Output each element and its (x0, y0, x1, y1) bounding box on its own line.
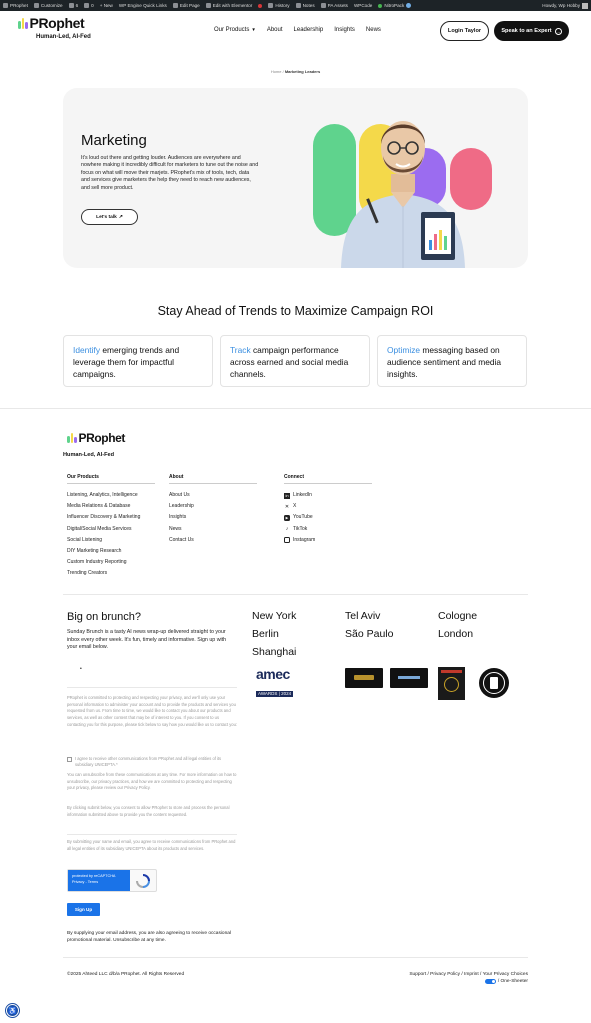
admin-site-link[interactable]: PRophet (3, 3, 28, 8)
divider (67, 834, 237, 835)
social-x[interactable]: ✕ X (284, 503, 297, 510)
login-button[interactable]: Login Taylor (440, 21, 489, 41)
award-emblem (354, 675, 374, 680)
amec-award-badge: amec AWARDS | 2024 (256, 666, 292, 696)
gear-icon (321, 3, 326, 8)
x-icon: ✕ (284, 503, 290, 510)
consent-checkbox[interactable] (67, 757, 72, 762)
arrow-right-icon: → (556, 28, 561, 34)
footer-link[interactable]: News (169, 525, 182, 532)
status-red-icon (258, 4, 262, 8)
award-emblem (398, 676, 420, 679)
admin-new[interactable]: + New (99, 3, 113, 8)
lets-talk-button[interactable]: Let's talk ↗ (81, 209, 138, 225)
logo-bars-icon (18, 18, 28, 29)
wordpress-icon (3, 3, 8, 8)
admin-history[interactable]: History (268, 3, 289, 8)
recaptcha-icon (136, 874, 150, 888)
admin-customize[interactable]: Customize (34, 3, 63, 8)
logo-bars-icon (67, 433, 77, 443)
office-city: São Paulo (345, 628, 394, 640)
office-city: New York (252, 610, 297, 622)
admin-notes[interactable]: Notes (296, 3, 315, 8)
footer-link[interactable]: Leadership (169, 503, 194, 510)
admin-account[interactable]: Howdy, Wp Hobby (542, 0, 588, 11)
nav-insights[interactable]: Insights (334, 27, 355, 33)
footer-link[interactable]: Custom Industry Reporting (67, 559, 127, 566)
comment-icon (84, 3, 89, 8)
office-city: Shanghai (252, 646, 297, 658)
footer-connect-heading: Connect (284, 474, 304, 480)
plus-icon: + (99, 3, 104, 8)
nav-leadership[interactable]: Leadership (293, 27, 324, 33)
footer-link[interactable]: Digital/Social Media Services (67, 525, 132, 532)
footer-link[interactable]: Trending Creators (67, 570, 108, 577)
office-city: Cologne (438, 610, 478, 622)
elementor-icon (206, 3, 211, 8)
speak-to-expert-button[interactable]: Speak to an Expert → (494, 21, 569, 41)
award-emblem (490, 677, 498, 689)
footer-tagline: Human-Led, AI-Fed (63, 452, 115, 458)
office-city: Berlin (252, 628, 279, 640)
promo-notice: By supplying your email address, you are also agreeing to receive occasional promotional material. Unsubscribe at any time. (67, 931, 231, 944)
office-city: Tel Aviv (345, 610, 381, 622)
notes-icon (296, 3, 301, 8)
nav-our-products[interactable]: Our Products ▼ (214, 27, 256, 33)
footer-connect-list (284, 490, 315, 546)
footer-link[interactable]: Influencer Discovery & Marketing (67, 514, 141, 521)
history-icon (268, 3, 273, 8)
accessibility-button[interactable] (6, 1004, 19, 1017)
recaptcha-label: protected by reCAPTCHA Privacy - Terms (68, 870, 130, 891)
admin-elementor[interactable]: Edit with Elementor (206, 3, 253, 8)
nav-about[interactable]: About (266, 27, 283, 33)
submit-consent-notice: By clicking submit below, you consent to allow PRophet to store and process the personal information submitted above to provide you the content requested. (67, 805, 230, 817)
social-linkedin[interactable]: in LinkedIn (285, 492, 312, 498)
footer-logo[interactable] (67, 431, 125, 445)
office-city: London (438, 628, 474, 640)
admin-wpcode[interactable]: WPCode (353, 3, 373, 8)
arrow-up-right-icon: ↗ (118, 214, 123, 220)
logo-wordmark: PRophet (29, 15, 85, 31)
admin-nitropack[interactable]: NitroPack (378, 3, 411, 8)
footer-link[interactable]: Insights (169, 514, 187, 521)
nav-news[interactable]: News (365, 27, 381, 33)
admin-pa-assets[interactable]: PA Assets (321, 3, 348, 8)
feature-card-optimize: Optimize messaging based on audience sentiment and media insights. (377, 335, 527, 387)
award-emblem (441, 670, 462, 673)
footer-link[interactable]: Social Listening (67, 536, 103, 543)
logo-wordmark: PRophet (78, 431, 126, 445)
divider (63, 957, 528, 958)
recaptcha-logo-area (130, 870, 156, 891)
footer-link[interactable]: Listening, Analytics, Intelligence (67, 492, 138, 498)
one-sheeter-link[interactable]: / One-Sheeter (485, 979, 528, 984)
newsletter-title: Big on brunch? (67, 611, 141, 623)
award-badge (438, 667, 465, 700)
footer-link[interactable]: About Us (169, 492, 190, 498)
youtube-icon: ▶ (285, 516, 289, 520)
footer-about-list (169, 490, 194, 546)
footer-about-heading: About (169, 474, 184, 480)
feature-card-track: Track campaign performance across earned and social media channels. (220, 335, 370, 387)
feature-card-identify: Identify emerging trends and leverage them for impactful campaigns. (63, 335, 213, 387)
linkedin-icon: in (285, 492, 289, 498)
accessibility-icon: ♿ (8, 1007, 17, 1015)
hero-card (63, 88, 528, 268)
social-instagram[interactable]: Instagram (284, 535, 315, 546)
recaptcha-widget[interactable] (67, 869, 157, 892)
admin-status-dot[interactable] (258, 4, 262, 8)
footer-link[interactable]: DIY Marketing Research (67, 548, 122, 555)
social-youtube[interactable]: ▶ YouTube (285, 514, 313, 521)
divider (0, 408, 591, 409)
divider (284, 483, 372, 484)
footer-products-list (67, 490, 140, 580)
site-logo[interactable] (18, 15, 84, 31)
consent-label: I agree to receive other communications from PRophet and all legal entities of its subsidiary UNICEPTA.* (75, 756, 222, 768)
privacy-toggle-icon[interactable] (485, 979, 496, 984)
footer-link[interactable]: Contact Us (169, 536, 194, 543)
pencil-icon (173, 3, 178, 8)
unsubscribe-notice: You can unsubscribe from these communications at any time. For more information on how to unsubscribe, our privacy practices, and how we are committed to protecting and respecting your privacy, please review our Privacy Policy. (67, 772, 237, 791)
legal-links[interactable]: Support / Privacy Policy / Imprint / Your Privacy Choices (409, 972, 528, 977)
privacy-notice: PRophet is committed to protecting and respecting your privacy, and we'll only use your personal information to administer your account and to provide the products and services you requested from us. From time to time, we would like to contact you about our products and services, as well as other content that may be of interest to you. If you consent to us contacting you for this purpose, please tick below to say how you would like us to contact you: (67, 695, 237, 727)
divider (67, 483, 155, 484)
breadcrumb-current: Marketing Leaders (284, 69, 321, 74)
wp-admin-bar (0, 0, 591, 11)
divider (63, 594, 528, 595)
site-tagline: Human-Led, AI-Fed (36, 34, 91, 40)
admin-wpengine[interactable]: WP Engine Quick Links (118, 3, 167, 8)
sign-up-button[interactable]: Sign Up (67, 903, 100, 916)
social-tiktok[interactable]: ♪ TikTok (285, 525, 308, 533)
award-seal-icon (444, 677, 459, 692)
hero-body: It's loud out there and getting louder. Audiences are everywhere and nowhere making it incredibly difficult for marketers to tune out the noise and focus on what will move their marjets. PRophet's mix of tools, tech, data and services give marketers the help they need to reach new audiences, and sell more product. (81, 155, 259, 191)
divider (67, 687, 237, 688)
newsletter-bullet: • (80, 666, 82, 672)
brush-icon (34, 3, 39, 8)
main-nav (214, 27, 381, 33)
refresh-icon (69, 3, 74, 8)
award-badge (345, 668, 383, 688)
breadcrumb-home[interactable]: Home (270, 69, 282, 74)
nitropack-status-icon (378, 4, 382, 8)
newsletter-body: Sunday Brunch is a tasty AI news wrap-up delivered straight to your inbox every other week. It's fun, timely and informative. Sign up with your email below. (67, 629, 227, 651)
footer-products-heading: Our Products (67, 474, 99, 480)
communications-notice: By submitting your name and email, you agree to receive communications from PRophet and all legal entities of its subsidiary UNICEPTA about its products and services. (67, 839, 236, 851)
consent-row (67, 756, 237, 769)
award-badge (390, 668, 428, 688)
admin-edit-page[interactable]: Edit Page (173, 3, 200, 8)
section-title: Stay Ahead of Trends to Maximize Campaign ROI (157, 304, 434, 318)
admin-comments[interactable]: 0 (84, 3, 94, 8)
admin-updates[interactable]: 6 (69, 3, 79, 8)
divider (169, 483, 257, 484)
footer-link[interactable]: Media Relations & Database (67, 503, 131, 510)
breadcrumb: Home / Marketing Leaders (270, 69, 321, 74)
copyright: ©2025 Ahteed LLC d/b/a PRophet. All Rights Reserved (67, 972, 185, 977)
page-title: Marketing (81, 132, 147, 149)
marketer-photo (333, 106, 473, 268)
instagram-icon (284, 537, 290, 543)
chevron-down-icon: ▼ (251, 27, 256, 32)
award-badge (479, 668, 509, 698)
nitropack-icon (406, 3, 411, 8)
tiktok-icon: ♪ (285, 526, 289, 533)
avatar (582, 3, 588, 9)
